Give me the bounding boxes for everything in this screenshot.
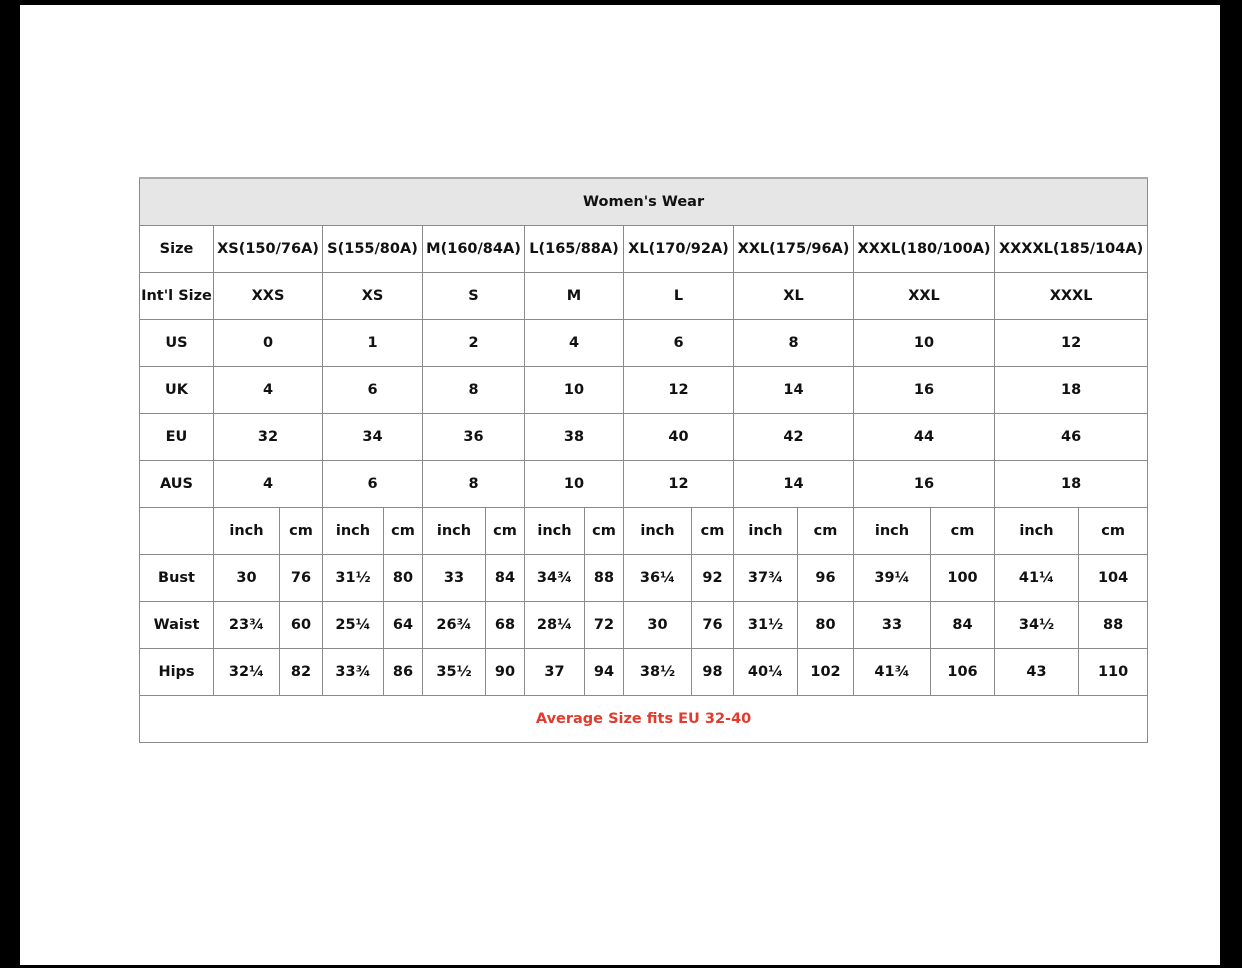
footer-row — [140, 696, 1148, 743]
table-cell: 6 — [323, 461, 423, 508]
table-cell: 6 — [323, 367, 423, 414]
cm-value-cell: 76 — [280, 555, 323, 602]
row-label: AUS — [140, 461, 214, 508]
cm-value-cell: 102 — [798, 649, 854, 696]
table-cell: 36 — [423, 414, 525, 461]
table-cell: 8 — [423, 367, 525, 414]
table-cell: 42 — [734, 414, 854, 461]
table-cell: XXXXL(185/104A) — [995, 226, 1148, 273]
table-cell: 12 — [995, 320, 1148, 367]
cm-value-cell: 100 — [931, 555, 995, 602]
cm-value-cell: 96 — [798, 555, 854, 602]
uk-row — [140, 367, 1148, 414]
unit-inch-cell: inch — [423, 508, 486, 555]
table-cell: 8 — [423, 461, 525, 508]
cm-value-cell: 88 — [585, 555, 624, 602]
size-chart-table — [139, 177, 1148, 743]
cm-value-cell: 90 — [486, 649, 525, 696]
table-cell: S — [423, 273, 525, 320]
table-cell: XXL(175/96A) — [734, 226, 854, 273]
inch-value-cell: 41¾ — [854, 649, 931, 696]
inch-value-cell: 37 — [525, 649, 585, 696]
size-note: Average Size fits EU 32-40 — [140, 696, 1148, 743]
unit-inch-cell: inch — [854, 508, 931, 555]
inch-value-cell: 25¼ — [323, 602, 384, 649]
unit-cm-cell: cm — [486, 508, 525, 555]
row-label: Hips — [140, 649, 214, 696]
bust-row — [140, 555, 1148, 602]
table-cell: 6 — [624, 320, 734, 367]
table-cell: 18 — [995, 461, 1148, 508]
table-cell: 8 — [734, 320, 854, 367]
cm-value-cell: 82 — [280, 649, 323, 696]
inch-value-cell: 41¼ — [995, 555, 1079, 602]
table-cell: 32 — [214, 414, 323, 461]
cm-value-cell: 60 — [280, 602, 323, 649]
unit-inch-cell: inch — [214, 508, 280, 555]
table-cell: XS(150/76A) — [214, 226, 323, 273]
inch-value-cell: 36¼ — [624, 555, 692, 602]
table-cell: XS — [323, 273, 423, 320]
table-cell: L(165/88A) — [525, 226, 624, 273]
title-row — [140, 178, 1148, 226]
row-label: Bust — [140, 555, 214, 602]
table-cell: XL — [734, 273, 854, 320]
table-cell: 10 — [854, 320, 995, 367]
inch-value-cell: 37¾ — [734, 555, 798, 602]
unit-row — [140, 508, 1148, 555]
cm-value-cell: 72 — [585, 602, 624, 649]
table-cell: M(160/84A) — [423, 226, 525, 273]
inch-value-cell: 39¼ — [854, 555, 931, 602]
table-cell: 10 — [525, 461, 624, 508]
unit-cm-cell: cm — [384, 508, 423, 555]
inch-value-cell: 34¾ — [525, 555, 585, 602]
table-cell: XXXL(180/100A) — [854, 226, 995, 273]
table-cell: 14 — [734, 367, 854, 414]
table-cell: L — [624, 273, 734, 320]
table-cell: 40 — [624, 414, 734, 461]
unit-cm-cell: cm — [692, 508, 734, 555]
cm-value-cell: 80 — [384, 555, 423, 602]
table-cell: 14 — [734, 461, 854, 508]
cm-value-cell: 86 — [384, 649, 423, 696]
row-label: EU — [140, 414, 214, 461]
eu-row — [140, 414, 1148, 461]
unit-inch-cell: inch — [525, 508, 585, 555]
inch-value-cell: 35½ — [423, 649, 486, 696]
page — [20, 5, 1220, 965]
table-cell: M — [525, 273, 624, 320]
table-cell: 34 — [323, 414, 423, 461]
row-label: Int'l Size — [140, 273, 214, 320]
inch-value-cell: 43 — [995, 649, 1079, 696]
cm-value-cell: 104 — [1079, 555, 1148, 602]
intl-size-row — [140, 273, 1148, 320]
cm-value-cell: 76 — [692, 602, 734, 649]
cm-value-cell: 80 — [798, 602, 854, 649]
inch-value-cell: 40¼ — [734, 649, 798, 696]
row-label: Size — [140, 226, 214, 273]
inch-value-cell: 34½ — [995, 602, 1079, 649]
table-cell: 12 — [624, 367, 734, 414]
cm-value-cell: 64 — [384, 602, 423, 649]
inch-value-cell: 23¾ — [214, 602, 280, 649]
inch-value-cell: 33 — [423, 555, 486, 602]
table-cell: 10 — [525, 367, 624, 414]
waist-row — [140, 602, 1148, 649]
inch-value-cell: 28¼ — [525, 602, 585, 649]
inch-value-cell: 33 — [854, 602, 931, 649]
size-row — [140, 226, 1148, 273]
table-title: Women's Wear — [140, 178, 1148, 226]
table-cell: XXL — [854, 273, 995, 320]
table-cell: S(155/80A) — [323, 226, 423, 273]
table-cell: 0 — [214, 320, 323, 367]
cm-value-cell: 92 — [692, 555, 734, 602]
row-label-empty — [140, 508, 214, 555]
inch-value-cell: 31½ — [323, 555, 384, 602]
cm-value-cell: 88 — [1079, 602, 1148, 649]
table-cell: 2 — [423, 320, 525, 367]
inch-value-cell: 30 — [214, 555, 280, 602]
cm-value-cell: 84 — [486, 555, 525, 602]
table-cell: 4 — [214, 367, 323, 414]
unit-cm-cell: cm — [931, 508, 995, 555]
table-cell: 46 — [995, 414, 1148, 461]
row-label: US — [140, 320, 214, 367]
unit-inch-cell: inch — [323, 508, 384, 555]
table-cell: 1 — [323, 320, 423, 367]
table-cell: XXS — [214, 273, 323, 320]
cm-value-cell: 110 — [1079, 649, 1148, 696]
inch-value-cell: 38½ — [624, 649, 692, 696]
table-cell: 12 — [624, 461, 734, 508]
cm-value-cell: 98 — [692, 649, 734, 696]
inch-value-cell: 30 — [624, 602, 692, 649]
table-cell: XXXL — [995, 273, 1148, 320]
table-cell: 18 — [995, 367, 1148, 414]
aus-row — [140, 461, 1148, 508]
table-cell: 4 — [525, 320, 624, 367]
cm-value-cell: 94 — [585, 649, 624, 696]
row-label: Waist — [140, 602, 214, 649]
table-cell: 16 — [854, 461, 995, 508]
unit-inch-cell: inch — [624, 508, 692, 555]
unit-cm-cell: cm — [280, 508, 323, 555]
table-cell: 44 — [854, 414, 995, 461]
unit-inch-cell: inch — [734, 508, 798, 555]
inch-value-cell: 32¼ — [214, 649, 280, 696]
unit-cm-cell: cm — [1079, 508, 1148, 555]
unit-inch-cell: inch — [995, 508, 1079, 555]
cm-value-cell: 68 — [486, 602, 525, 649]
unit-cm-cell: cm — [798, 508, 854, 555]
inch-value-cell: 31½ — [734, 602, 798, 649]
unit-cm-cell: cm — [585, 508, 624, 555]
us-row — [140, 320, 1148, 367]
table-cell: 38 — [525, 414, 624, 461]
cm-value-cell: 84 — [931, 602, 995, 649]
hips-row — [140, 649, 1148, 696]
table-cell: 16 — [854, 367, 995, 414]
table-cell: 4 — [214, 461, 323, 508]
cm-value-cell: 106 — [931, 649, 995, 696]
inch-value-cell: 26¾ — [423, 602, 486, 649]
row-label: UK — [140, 367, 214, 414]
inch-value-cell: 33¾ — [323, 649, 384, 696]
table-cell: XL(170/92A) — [624, 226, 734, 273]
